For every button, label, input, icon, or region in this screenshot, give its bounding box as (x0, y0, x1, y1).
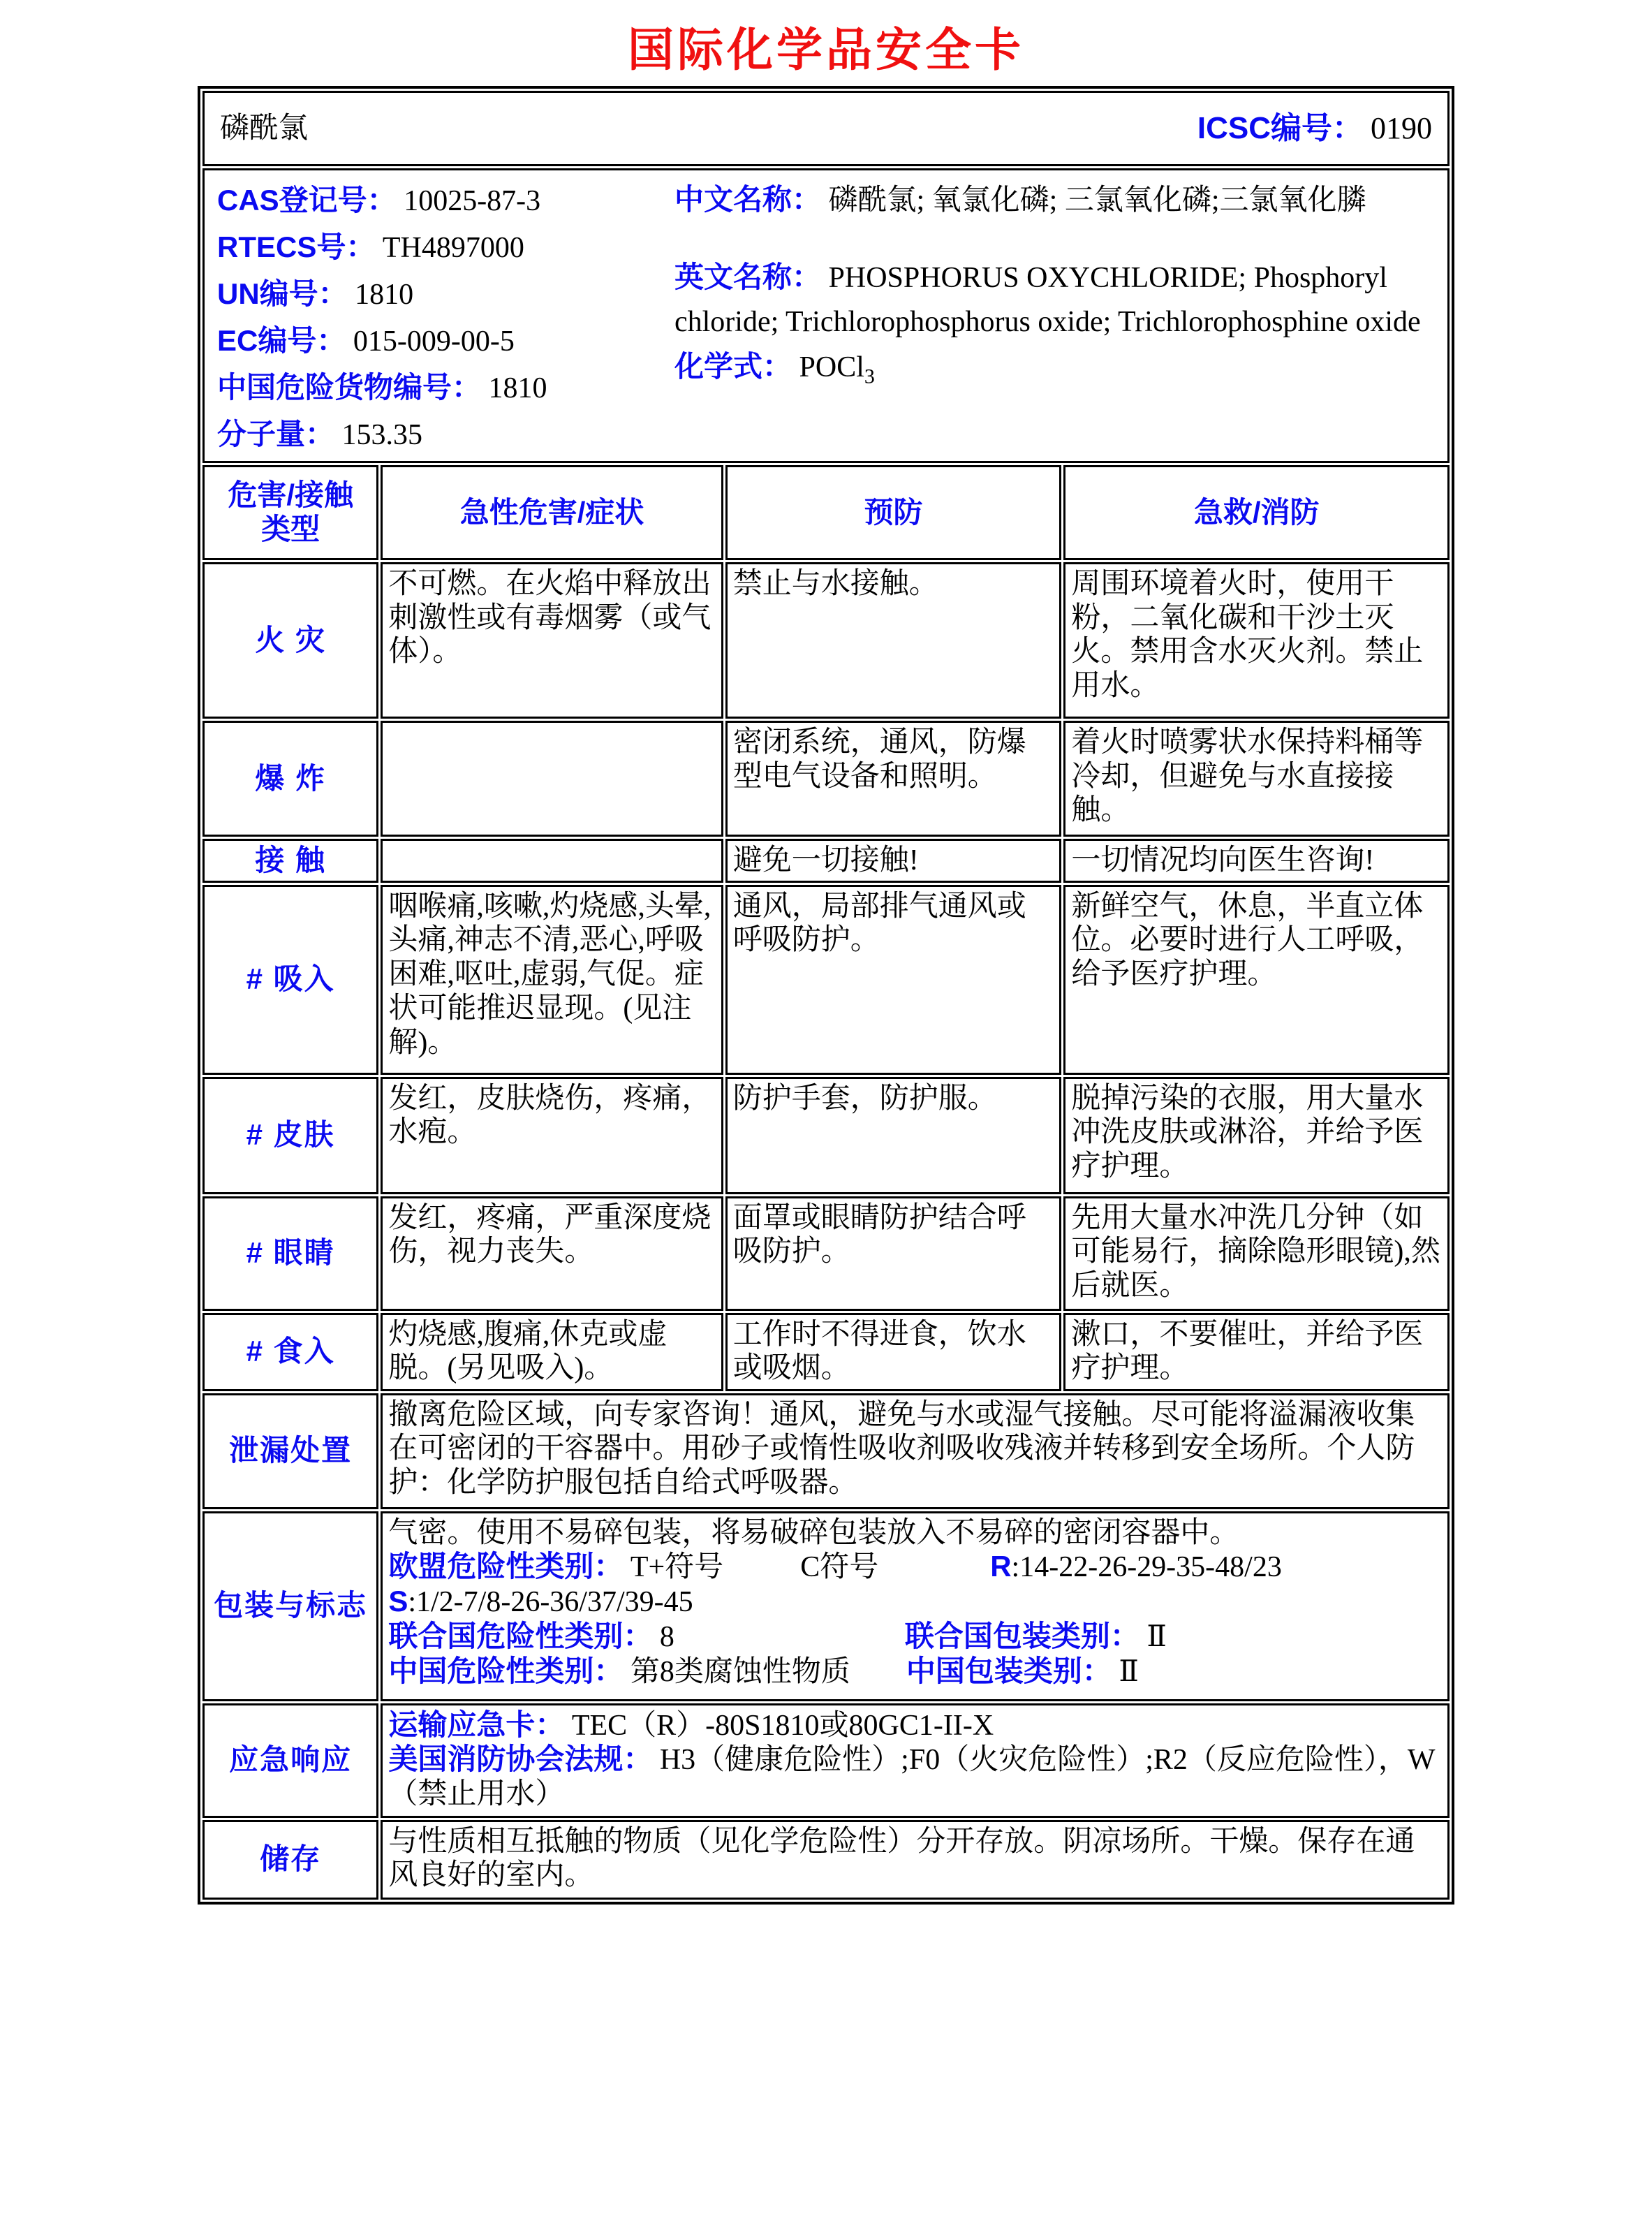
section-packaging-content (381, 1511, 1450, 1701)
cn-dg-label: 中国危险货物编号： (217, 371, 482, 404)
hazard-cell-prevention: 面罩或眼睛防护结合呼吸防护。 (725, 1196, 1062, 1311)
hazard-cell-symptoms (381, 721, 723, 837)
r-phrases-label: R (990, 1550, 1012, 1583)
hazard-cell-symptoms: 不可燃。在火焰中释放出刺激性或有毒烟雾（或气体）。 (381, 562, 723, 719)
icsc-number-group (1197, 110, 1432, 146)
chinese-names (674, 177, 1435, 223)
hazard-row-eyes (202, 1196, 1450, 1311)
eu-symbol-c: C符号 (800, 1551, 879, 1584)
hazard-cell-firstaid: 脱掉污染的衣服，用大量水冲洗皮肤或淋浴，并给予医疗护理。 (1063, 1077, 1450, 1194)
cn-class-label: 中国危险性类别： (388, 1654, 624, 1687)
hazard-header-type-line1: 危害/接触 (228, 478, 353, 512)
hazard-row-contact (202, 839, 1450, 883)
hazard-cell-prevention: 防护手套，防护服。 (725, 1077, 1062, 1194)
nfpa-value: H3（健康危险性）;F0（火灾危险性）;R2（反应危险性），W （禁止用水） (388, 1744, 1435, 1811)
hazard-row-label: 爆 炸 (202, 721, 378, 837)
hazard-header-type (202, 465, 378, 560)
section-packaging-label: 包装与标志 (202, 1511, 378, 1701)
icsc-number-label: ICSC编号： (1197, 111, 1363, 146)
hazard-cell-symptoms: 咽喉痛,咳嗽,灼烧感,头晕,头痛,神志不清,恶心,呼吸困难,呕吐,虚弱,气促。症状可能推迟显现。(见注解)。 (381, 885, 723, 1075)
hazard-cell-firstaid: 新鲜空气，休息，半直立体位。必要时进行人工呼吸，给予医疗护理。 (1063, 885, 1450, 1075)
english-names-value: PHOSPHORUS OXYCHLORIDE; Phosphoryl chloride; Trichlorophosphorus oxide; Trichlorophosphine oxide (674, 262, 1421, 338)
hazard-row-label: # 眼睛 (202, 1196, 378, 1311)
hazard-cell-prevention: 禁止与水接触。 (725, 562, 1062, 719)
emergency-nfpa-line (388, 1742, 1442, 1811)
section-spill-label: 泄漏处置 (202, 1393, 378, 1509)
formula-base: POCl (799, 351, 864, 383)
un-class-value: 8 (659, 1620, 674, 1653)
identity-registry-block (217, 177, 674, 458)
hazard-row-inhalation (202, 885, 1450, 1075)
section-storage-label: 储存 (202, 1820, 378, 1900)
hazard-row-label: # 皮肤 (202, 1077, 378, 1194)
hazard-cell-prevention: 通风，局部排气通风或呼吸防护。 (725, 885, 1062, 1075)
hazard-header-prevention: 预防 (725, 465, 1062, 560)
icsc-number-value: 0190 (1371, 111, 1432, 146)
english-names-label: 英文名称： (674, 261, 822, 293)
hazard-header-type-line2: 类型 (261, 513, 320, 545)
hazard-row-label: # 吸入 (202, 885, 378, 1075)
hazard-header-row (202, 465, 1450, 560)
identity-item (217, 318, 674, 365)
page-title: 国际化学品安全卡 (628, 25, 1024, 76)
hazard-cell-symptoms: 发红，疼痛，严重深度烧伤，视力丧失。 (381, 1196, 723, 1311)
hazard-cell-firstaid: 周围环境着火时，使用干粉，二氧化碳和干沙土灭火。禁用含水灭火剂。禁止用水。 (1063, 562, 1450, 719)
ec-label: EC编号： (217, 324, 346, 357)
formula-subscript: 3 (864, 365, 875, 388)
identity-item (217, 224, 674, 271)
formula-label: 化学式： (674, 350, 792, 383)
hazard-row-label: # 食入 (202, 1313, 378, 1391)
card-table (200, 89, 1452, 1902)
chemical-formula (674, 344, 1435, 398)
rtecs-value: TH4897000 (382, 232, 524, 264)
name-row (202, 91, 1450, 166)
cn-dg-value: 1810 (488, 372, 547, 404)
packaging-airtight-line: 气密。使用不易碎包装，将易破碎包装放入不易碎的密闭容器中。 (388, 1516, 1239, 1549)
tec-card-label: 运输应急卡： (388, 1708, 565, 1741)
cn-class-value: 第8类腐蚀性物质 (630, 1655, 850, 1688)
section-emergency-label: 应急响应 (202, 1703, 378, 1818)
un-pack-label: 联合国包装类别： (904, 1619, 1140, 1652)
emergency-tec-line (388, 1708, 1442, 1743)
identity-item (217, 271, 674, 318)
hazard-row-skin (202, 1077, 1450, 1194)
mw-label: 分子量： (217, 418, 335, 450)
section-storage-content: 与性质相互抵触的物质（见化学危险性）分开存放。阴凉场所。干燥。保存在通风良好的室内。 (381, 1820, 1450, 1900)
chinese-names-label: 中文名称： (674, 183, 822, 216)
identity-cell (202, 168, 1450, 463)
nfpa-label: 美国消防协会法规： (388, 1742, 653, 1776)
hazard-row-label: 接 触 (202, 839, 378, 883)
hazard-row-fire (202, 562, 1450, 719)
hazard-cell-prevention: 密闭系统，通风，防爆型电气设备和照明。 (725, 721, 1062, 837)
hazard-cell-firstaid: 一切情况均向医生咨询! (1063, 839, 1450, 883)
english-names (674, 255, 1435, 344)
eu-symbol-t: T+符号 (630, 1551, 724, 1584)
section-row-spill (202, 1393, 1450, 1509)
icsc-card (198, 86, 1454, 1905)
un-value: 1810 (355, 279, 414, 311)
un-label: UN编号： (217, 277, 348, 310)
packaging-s-line (388, 1585, 1442, 1620)
packaging-cn-line (388, 1654, 1442, 1689)
cas-value: 10025-87-3 (404, 185, 541, 217)
hazard-cell-firstaid: 先用大量水冲洗几分钟（如可能易行，摘除隐形眼镜),然后就医。 (1063, 1196, 1450, 1311)
name-cell (202, 91, 1450, 166)
un-pack-value: Ⅱ (1146, 1620, 1167, 1653)
hazard-header-symptoms: 急性危害/症状 (381, 465, 723, 560)
substance-name: 磷酰氯 (220, 112, 309, 145)
packaging-un-line (388, 1620, 1442, 1654)
un-class-label: 联合国危险性类别： (388, 1619, 653, 1652)
tec-card-value: TEC（R）-80S1810或80GC1-II-X (571, 1709, 994, 1742)
packaging-eu-line (388, 1550, 1442, 1585)
mw-value: 153.35 (341, 419, 423, 451)
hazard-row-label: 火 灾 (202, 562, 378, 719)
r-phrases-value: :14-22-26-29-35-48/23 (1011, 1551, 1282, 1584)
identity-names-block (674, 177, 1439, 458)
hazard-cell-symptoms: 灼烧感,腹痛,休克或虚脱。(另见吸入)。 (381, 1313, 723, 1391)
formula-value (799, 351, 875, 388)
identity-item (217, 411, 674, 458)
hazard-row-ingestion (202, 1313, 1450, 1391)
hazard-cell-prevention: 避免一切接触! (725, 839, 1062, 883)
hazard-row-explosion (202, 721, 1450, 837)
section-row-emergency (202, 1703, 1450, 1818)
hazard-cell-prevention: 工作时不得进食，饮水或吸烟。 (725, 1313, 1062, 1391)
hazard-cell-symptoms: 发红，皮肤烧伤，疼痛，水疱。 (381, 1077, 723, 1194)
hazard-cell-symptoms (381, 839, 723, 883)
section-row-storage (202, 1820, 1450, 1900)
cas-label: CAS登记号： (217, 184, 397, 217)
section-row-packaging (202, 1511, 1450, 1701)
identity-item (217, 365, 674, 411)
rtecs-label: RTECS号： (217, 230, 376, 263)
chinese-names-value: 磷酰氯; 氧氯化磷; 三氯氧化磷;三氯氧化膦 (828, 184, 1366, 217)
hazard-cell-firstaid: 漱口，不要催吐，并给予医疗护理。 (1063, 1313, 1450, 1391)
cn-pack-label: 中国包装类别： (906, 1654, 1112, 1687)
ec-value: 015-009-00-5 (353, 325, 515, 358)
s-phrases-value: :1/2-7/8-26-36/37/39-45 (408, 1586, 693, 1619)
s-phrases-label: S (388, 1585, 408, 1618)
hazard-cell-firstaid: 着火时喷雾状水保持料桶等冷却，但避免与水直接接触。 (1063, 721, 1450, 837)
section-emergency-content (381, 1703, 1450, 1818)
cn-pack-value: Ⅱ (1119, 1655, 1139, 1688)
hazard-header-firstaid: 急救/消防 (1063, 465, 1450, 560)
identity-item (217, 177, 674, 224)
eu-class-label: 欧盟危险性类别： (388, 1550, 624, 1583)
identity-row (202, 168, 1450, 463)
section-spill-content: 撤离危险区域，向专家咨询！通风，避免与水或湿气接触。尽可能将溢漏液收集在可密闭的干容器中。用砂子或惰性吸收剂吸收残液并转移到安全场所。个人防护：化学防护服包括自给式呼吸器。 (381, 1393, 1450, 1509)
